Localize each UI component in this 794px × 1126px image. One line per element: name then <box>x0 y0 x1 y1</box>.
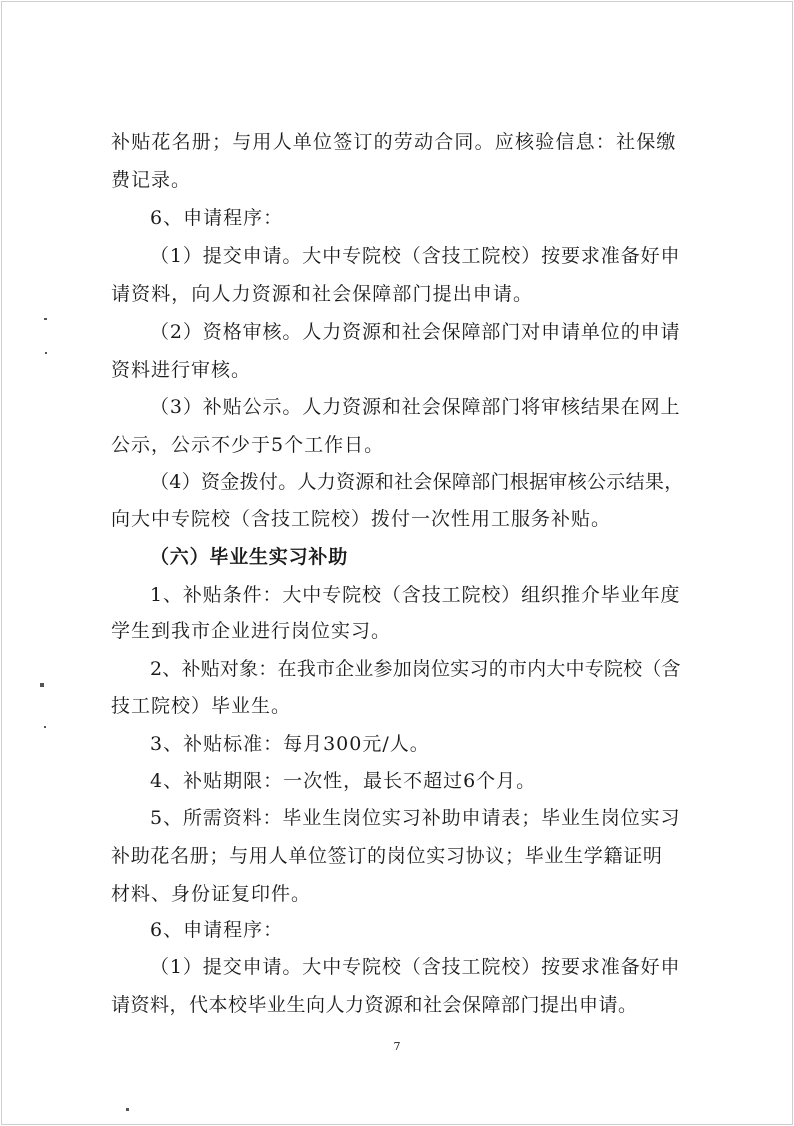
body-line: 6、申请程序： <box>150 919 284 941</box>
body-line: 4、补贴期限：一次性，最长不超过6个月。 <box>150 770 537 792</box>
body-line: （1）提交申请。大中专院校（含技工院校）按要求准备好申 <box>150 956 681 978</box>
body-line: （3）补贴公示。人力资源和社会保障部门将审核结果在网上 <box>150 396 681 418</box>
body-line: 技工院校）毕业生。 <box>111 695 292 717</box>
scan-speck <box>40 683 44 687</box>
body-line: 材料、身份证复印件。 <box>111 883 312 905</box>
body-line: 2、补贴对象：在我市企业参加岗位实习的市内大中专院校（含 <box>150 658 681 680</box>
body-line: 1、补贴条件：大中专院校（含技工院校）组织推介毕业年度 <box>150 584 681 606</box>
body-line: 学生到我市企业进行岗位实习。 <box>111 620 392 642</box>
body-line: 资料进行审核。 <box>111 359 252 381</box>
body-line: 3、补贴标准：每月300元/人。 <box>150 733 430 755</box>
body-line: 补贴花名册；与用人单位签订的劳动合同。应核验信息：社保缴 <box>111 131 677 153</box>
body-line: （2）资格审核。人力资源和社会保障部门对申请单位的申请 <box>150 321 681 343</box>
body-line: 5、所需资料：毕业生岗位实习补助申请表；毕业生岗位实习 <box>150 807 681 829</box>
body-line: 请资料，向人力资源和社会保障部门提出申请。 <box>111 283 534 305</box>
scan-speck <box>45 352 47 354</box>
body-line: （4）资金拨付。人力资源和社会保障部门根据审核公示结果， <box>150 471 684 493</box>
body-line: 6、申请程序： <box>150 207 284 229</box>
body-line: 公示，公示不少于5个工作日。 <box>111 434 385 456</box>
body-line: 请资料，代本校毕业生向人力资源和社会保障部门提出申请。 <box>111 994 638 1016</box>
body-line: 向大中专院校（含技工院校）拨付一次性用工服务补贴。 <box>111 508 612 530</box>
section-heading: （六）毕业生实习补助 <box>150 546 349 568</box>
body-line: （1）提交申请。大中专院校（含技工院校）按要求准备好申 <box>150 245 681 267</box>
scan-speck <box>44 726 46 728</box>
body-line: 补助花名册；与用人单位签订的岗位实习协议；毕业生学籍证明 <box>111 845 663 867</box>
body-line: 费记录。 <box>111 169 192 191</box>
page-number: 7 <box>393 1040 401 1053</box>
scan-speck <box>44 318 47 320</box>
scan-speck <box>126 1108 129 1111</box>
